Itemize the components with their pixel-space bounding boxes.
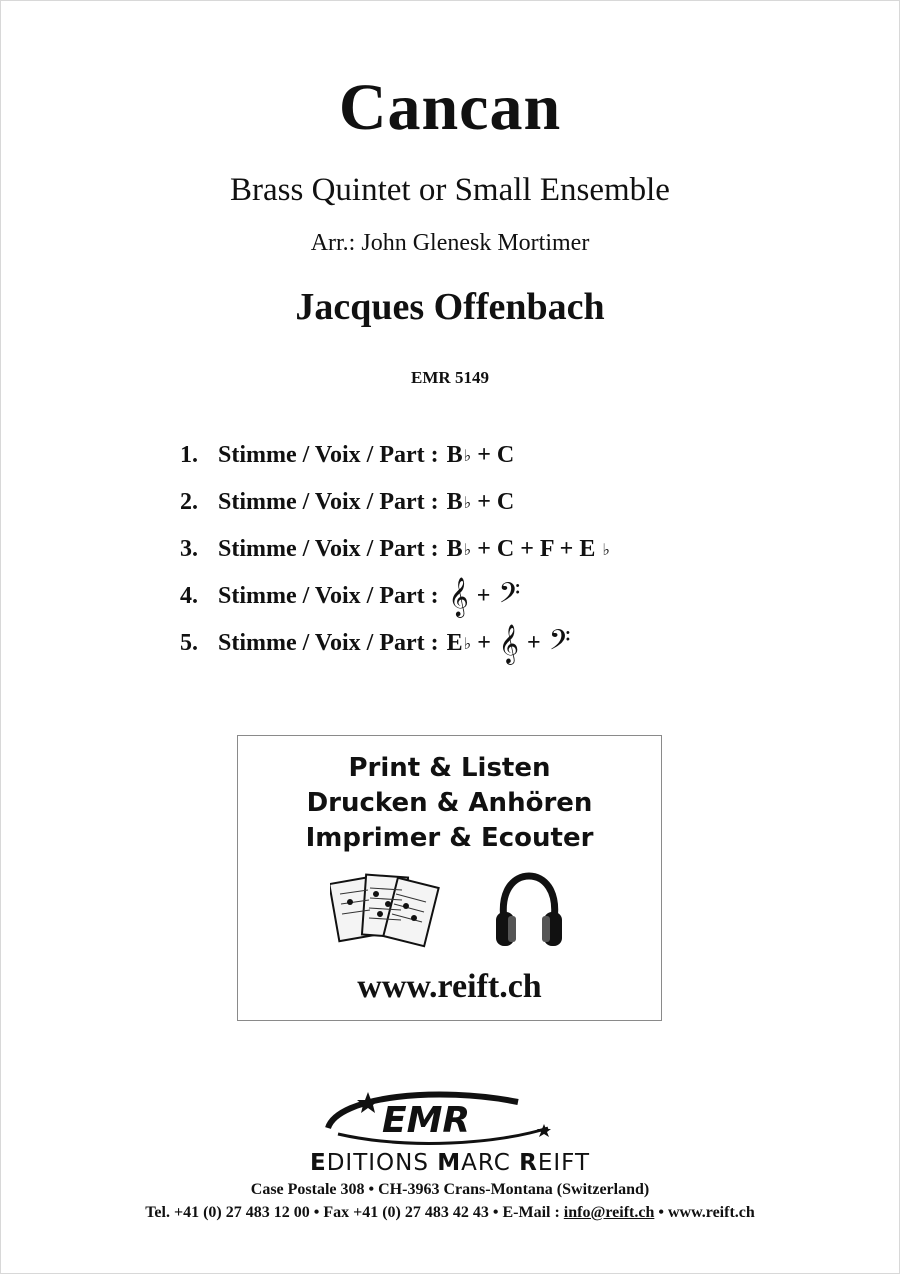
part-keys-rest: + C xyxy=(477,489,515,515)
publisher-address: Case Postale 308 • CH-3963 Crans-Montana (Switzerland) xyxy=(250,1181,650,1198)
plus-sign: + xyxy=(477,630,491,656)
website-link[interactable]: • www.reift.ch xyxy=(654,1204,755,1221)
part-number: 2. xyxy=(180,489,198,515)
parts-list xyxy=(180,432,740,667)
piece-title: Cancan xyxy=(338,71,562,144)
part-number: 4. xyxy=(180,583,198,609)
flat-symbol: ♭ xyxy=(463,541,472,559)
composer-name: Jacques Offenbach xyxy=(295,286,605,328)
bass-clef-icon: 𝄢 xyxy=(548,623,571,664)
part-number: 5. xyxy=(180,630,198,656)
bass-clef-icon: 𝄢 xyxy=(498,576,521,617)
sheet-music-icon xyxy=(330,872,440,952)
promo-url[interactable]: www.reift.ch xyxy=(357,968,542,1005)
part-label: Stimme / Voix / Part : xyxy=(218,489,439,515)
part-key: E xyxy=(446,630,463,656)
part-key: B xyxy=(446,489,463,515)
flat-symbol: ♭ xyxy=(463,494,472,512)
part-row-5 xyxy=(180,620,740,667)
promo-line-en: Print & Listen xyxy=(348,753,551,783)
emr-logo-icon xyxy=(318,1088,558,1150)
part-keys-rest: + C xyxy=(477,442,515,468)
headphones-icon xyxy=(494,870,564,950)
flat-symbol: ♭ xyxy=(463,447,472,465)
part-row-4 xyxy=(180,573,740,620)
promo-line-de: Drucken & Anhören xyxy=(306,788,593,818)
part-label: Stimme / Voix / Part : xyxy=(218,536,439,562)
promo-line-fr: Imprimer & Ecouter xyxy=(305,823,594,853)
flat-symbol: ♭ xyxy=(463,635,472,653)
part-number: 1. xyxy=(180,442,198,468)
part-number: 3. xyxy=(180,536,198,562)
plus-sign: + xyxy=(527,630,541,656)
part-key: B xyxy=(446,536,463,562)
publisher-contact: Tel. +41 (0) 27 483 12 00 • Fax +41 (0) 27 483 42 43 • E-Mail : info@reift.ch • www.reift.ch xyxy=(145,1204,755,1221)
print-listen-box xyxy=(237,735,662,1021)
part-row-1 xyxy=(180,432,740,479)
instrumentation-subtitle: Brass Quintet or Small Ensemble xyxy=(230,172,670,208)
part-label: Stimme / Voix / Part : xyxy=(218,442,439,468)
flat-symbol: ♭ xyxy=(602,541,610,559)
part-key: B xyxy=(446,442,463,468)
part-keys-rest: + C + F + E xyxy=(477,536,596,562)
publisher-name: EDITIONS MARC REIFT xyxy=(309,1150,591,1176)
part-row-2 xyxy=(180,479,740,526)
part-label: Stimme / Voix / Part : xyxy=(218,630,439,656)
email-link[interactable]: info@reift.ch xyxy=(563,1204,655,1221)
part-label: Stimme / Voix / Part : xyxy=(218,583,439,609)
plus-sign: + xyxy=(476,583,491,609)
part-row-3 xyxy=(180,526,740,573)
treble-clef-icon: 𝄞 xyxy=(498,623,519,664)
arranger-credit: Arr.: John Glenesk Mortimer xyxy=(310,230,590,256)
treble-clef-icon: 𝄞 xyxy=(448,576,469,617)
catalog-number: EMR 5149 xyxy=(411,368,489,387)
logo-text: EMR xyxy=(382,1100,471,1141)
